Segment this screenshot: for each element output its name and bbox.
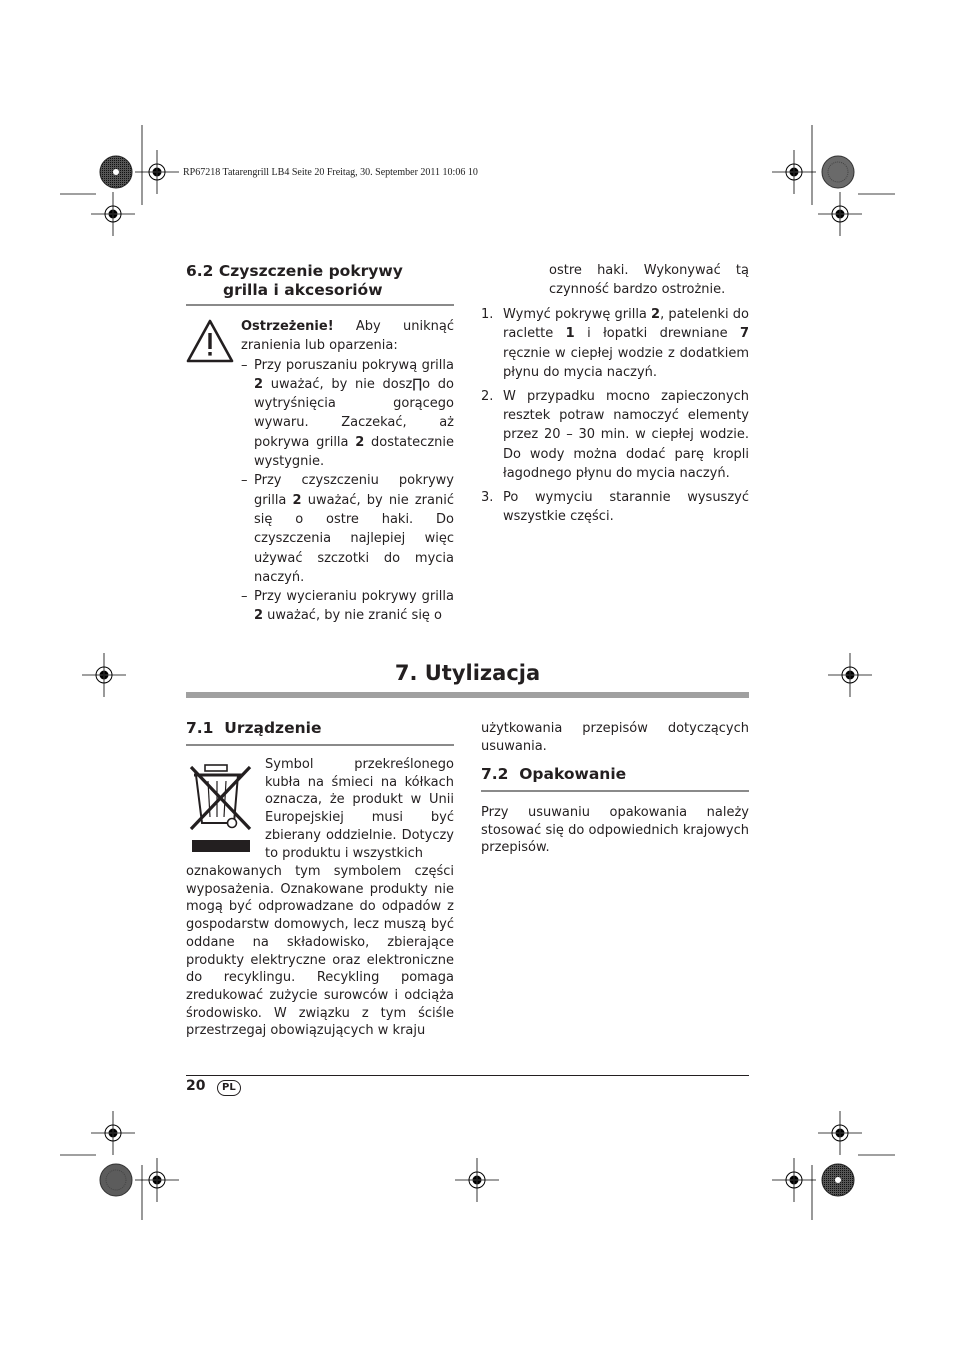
registration-mark-icon (772, 1158, 816, 1202)
heading-rule (481, 790, 749, 792)
list-item: – Przy wycieraniu pokrywy grilla 2 uważać, by nie zranić się o (241, 589, 454, 624)
registration-mark-icon (91, 192, 135, 236)
chapter-rule (186, 692, 749, 698)
registration-mark-icon (828, 653, 872, 697)
warning-title: Ostrzeżenie! (241, 319, 334, 334)
registration-mark-icon (82, 653, 126, 697)
footer-rule (186, 1075, 749, 1076)
warning-block (241, 317, 454, 626)
section-heading-6-2 (186, 262, 454, 300)
registration-mark-icon (772, 150, 816, 194)
list-item: 2. W przypadku mocno zapieczonych resztek potraw namoczyć elementy przez 20 – 30 min. w ciepłej wodzie. Do wody można dodać parę kropli łagodnego płynu do mycia naczyń. (481, 388, 749, 481)
chapter-title: 7. Utylizacja (394, 661, 541, 685)
heading-rule (186, 304, 454, 306)
list-item: – Przy czyszczeniu pokrywy grilla 2 uważać, by nie zranić się o ostre haki. Do czyszczenia najlepiej więc używać szczotki do mycia naczyń. (241, 473, 454, 585)
heading-line-1: 6.2 Czyszczenie pokrywy (186, 262, 403, 280)
warning-continued: ostre haki. Wykonywać tą czynność bardzo ostrożnie. (549, 263, 749, 298)
color-wheel-icon (100, 1164, 132, 1196)
list-item: 3. Po wymyciu starannie wysuszyć wszystkie części. (481, 489, 749, 524)
disposal-text-wrapped: Symbol przekreślonego kubła na śmieci na kółkach oznacza, że produkt w Unii Europejskiej musi być zbierany oddzielnie. Dotyczy to produktu i wszystkich (265, 757, 454, 861)
warning-intro (241, 317, 454, 356)
crossed-bin-icon (188, 761, 254, 855)
section-heading-7-2: 7.2 Opakowanie (481, 765, 627, 783)
warning-triangle-icon (186, 319, 234, 363)
registration-mark-icon (818, 1111, 862, 1155)
color-wheel-icon (100, 156, 132, 188)
packaging-text: Przy usuwaniu opakowania należy stosować się do odpowiednich krajowych przepisów. (481, 805, 749, 856)
heading-line-2: grilla i akcesoriów (223, 281, 383, 299)
warning-text: Aby uniknąć zranienia lub oparzenia: (241, 319, 454, 354)
disposal-continued: użytkowania przepisów dotyczących usuwania. (481, 721, 749, 754)
page-number: 20 (186, 1078, 206, 1094)
disposal-text: oznakowanych tym symbolem części wyposażenia. Oznakowane produkty nie mogą być odprowadzane do odpadów z gospodarstw domowych, lecz muszą być oddane na składowisko, zbierające produkty elektryczne oraz elektroniczne do recyklingu. Recykling pomaga zredukować zużycie surowców i odciąża środowisko. W związku z tym ściśle przestrzegaj obowiązujących w kraju (186, 864, 454, 1039)
color-wheel-icon (822, 1164, 854, 1196)
section-heading-7-1: 7.1 Urządzenie (186, 719, 322, 737)
language-badge: PL (217, 1080, 241, 1096)
registration-mark-icon (818, 192, 862, 236)
color-wheel-icon (822, 156, 854, 188)
heading-rule (186, 744, 454, 746)
list-item: 1. Wymyć pokrywę grilla 2, patelenki do raclette 1 i łopatki drewniane 7 ręcznie w ciepłej wodzie z dodatkiem płynu do mycia naczyń. (481, 307, 749, 380)
steps-list (481, 305, 749, 531)
registration-mark-icon (91, 1111, 135, 1155)
list-item: – Przy poruszaniu pokrywą grilla 2 uważać, by nie dosz∏o do wytryśnięcia gorącego wywaru. Zaczekać, aż pokrywa grilla 2 dostatecznie wystygnie. (241, 357, 454, 470)
registration-mark-icon (455, 1158, 499, 1202)
print-info: RP67218 Tatarengrill LB4 Seite 20 Freitag, 30. September 2011 10:06 10 (183, 167, 478, 178)
